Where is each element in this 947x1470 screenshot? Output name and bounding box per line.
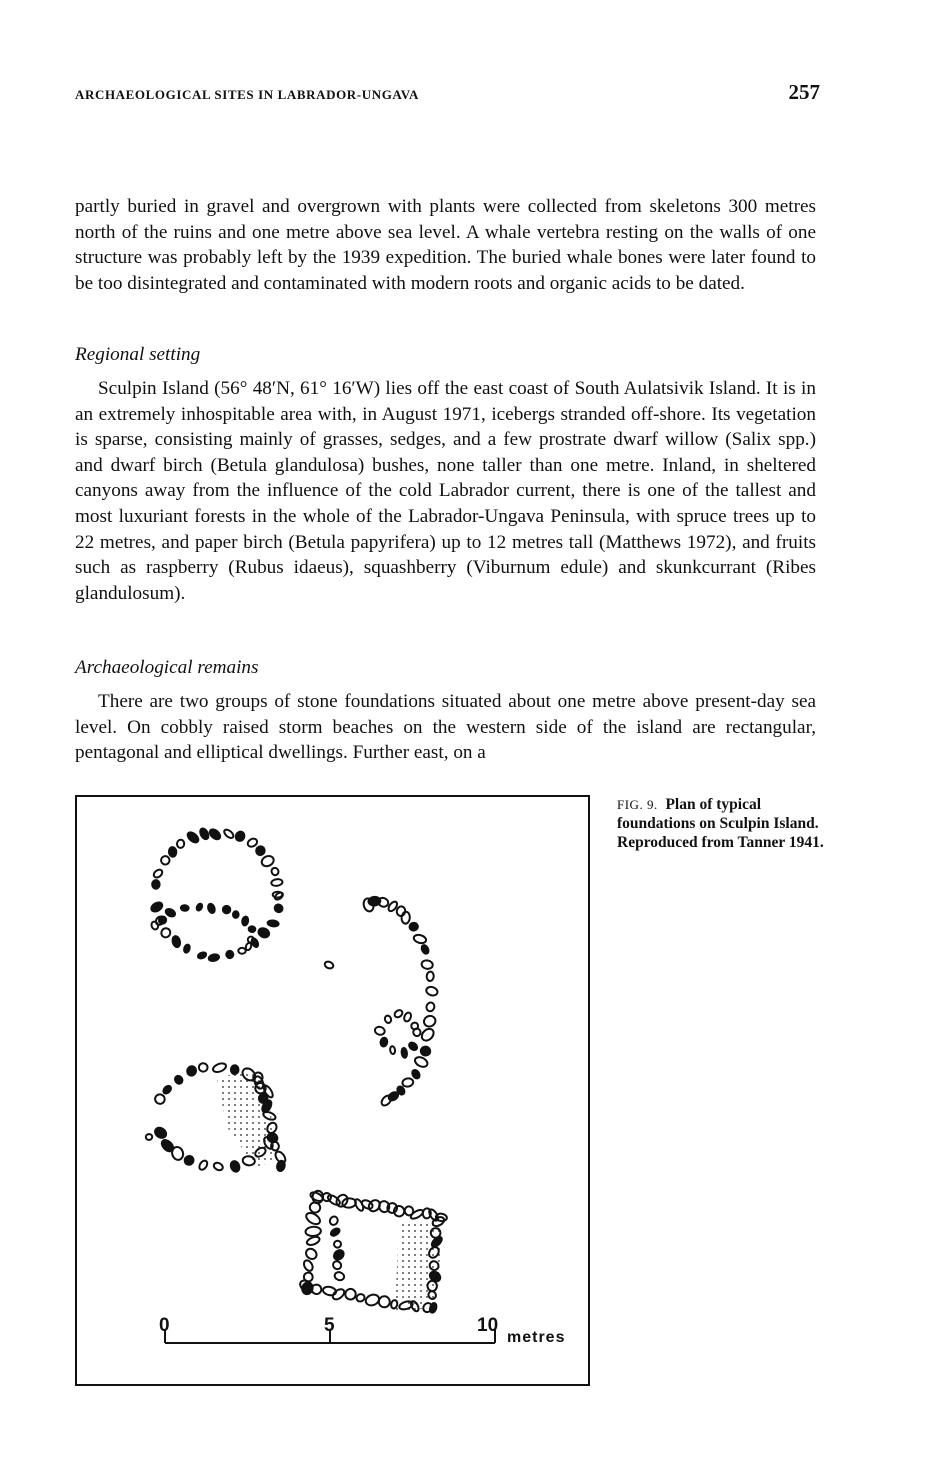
stone-mark [257, 927, 271, 940]
stone-mark [426, 971, 434, 981]
stone-mark [223, 828, 235, 840]
stone-mark [273, 903, 284, 914]
stone-mark [409, 922, 419, 931]
figure-plan-frame [75, 795, 590, 1386]
stone-mark [324, 960, 335, 969]
stone-mark [181, 905, 189, 911]
stone-mark [176, 839, 184, 848]
stone-mark [270, 867, 279, 877]
stone-mark [334, 1271, 346, 1282]
stone-mark [197, 951, 207, 959]
scale-tick-10: 10 [477, 1315, 499, 1336]
stone-mark [403, 1012, 412, 1023]
stone-mark [390, 1299, 398, 1309]
stone-mark [413, 934, 427, 945]
stone-mark [390, 1046, 396, 1054]
stone-mark [425, 986, 438, 997]
stone-mark [421, 960, 433, 970]
stone-mark [213, 1161, 224, 1171]
stone-mark [355, 1293, 365, 1303]
stone-mark [331, 1287, 346, 1301]
stone-mark [229, 1160, 241, 1173]
stone-mark [379, 1296, 391, 1308]
scale-unit: metres [507, 1329, 566, 1346]
page-number: 257 [788, 80, 820, 104]
stone-mark [342, 1198, 356, 1209]
stone-mark [420, 944, 429, 955]
stone-mark [208, 953, 220, 962]
stone-mark [199, 827, 210, 840]
figure-label: FIG. 9. [617, 797, 658, 812]
stone-mark [173, 1074, 184, 1085]
stone-mark [328, 1215, 339, 1226]
stone-mark [145, 1134, 152, 1141]
stone-mark [304, 1211, 322, 1227]
stone-mark [238, 948, 245, 954]
stone-mark [234, 830, 246, 842]
stone-mark [245, 942, 253, 951]
stone-mark [152, 880, 160, 889]
stone-mark [330, 1227, 341, 1237]
stone-mark [246, 837, 258, 848]
paragraph-regional-setting: Sculpin Island (56° 48′N, 61° 16′W) lies off the east coast of South Aulatsivik Island. It is in an extremely inhospitable area with, in August 1971, icebergs stranded off-shore. Its vegetation is sparse, consisting mainly of grasses, sedges, and a few prostrate dwarf willow (Salix spp.) and dwarf birch (Betula glandulosa) bushes, none taller than one metre. Inland, in sheltered canyons away from the influence of the cold Labrador current, there is one of the tallest and most luxuriant forests in the whole of the Labrador-Ungava Peninsula, with spruce trees up to 22 metres, and paper birch (Betula papyrifera) up to 12 metres tall (Matthews 1972), and fruits such as raspberry (Rubus idaeus), squashberry (Viburnum edule) and skunkcurrant (Ribes glandulosum). [75, 378, 816, 604]
stone-mark [233, 911, 239, 918]
stone-mark [380, 1037, 388, 1047]
plan-drawing [77, 797, 588, 1384]
stone-mark [212, 1062, 227, 1074]
stone-mark [276, 1160, 286, 1172]
figure-caption [617, 795, 827, 852]
stone-mark [154, 1093, 167, 1105]
stone-mark [186, 1065, 197, 1077]
paragraph-whale-bones: partly buried in gravel and overgrown with plants were collected from skeletons 300 metres north of the ruins and one metre above sea level. A whale vertebra resting on the walls of one structure was probably left by the 1939 expedition. The buried whale bones were later found to be too disintegrated and contaminated with modern roots and organic acids to be dated. [75, 196, 816, 294]
stone-mark [331, 1260, 342, 1271]
stone-mark [231, 1065, 239, 1074]
stone-mark [305, 1226, 321, 1236]
stone-mark [334, 1193, 349, 1209]
stone-mark [242, 916, 249, 926]
figure-caption-text: Plan of typical foundations on Sculpin Island. Reproduced from Tanner 1941. [617, 796, 824, 851]
heading-archaeological-remains: Archaeological remains [75, 657, 259, 678]
stone-mark [425, 1002, 435, 1013]
stone-mark [207, 903, 216, 914]
stone-mark [225, 950, 234, 959]
heading-regional-setting: Regional setting [75, 344, 201, 365]
stone-mark [401, 1048, 408, 1058]
stone-mark [332, 1248, 345, 1261]
stone-mark [183, 1154, 195, 1166]
stone-mark [267, 920, 279, 927]
stone-mark [160, 855, 171, 866]
stone-mark [333, 1240, 342, 1249]
stone-mark [408, 1041, 419, 1052]
stone-mark [302, 1259, 314, 1272]
stone-mark [198, 1159, 209, 1171]
stone-mark [165, 907, 177, 917]
stone-mark [420, 1046, 431, 1056]
stone-mark [153, 1126, 168, 1140]
stone-mark [322, 1286, 337, 1297]
stone-mark [222, 905, 231, 914]
stone-mark [160, 927, 172, 939]
scale-bar [159, 1315, 565, 1346]
stone-mark [413, 1055, 429, 1069]
stone-mark [380, 1094, 393, 1108]
stone-mark [248, 926, 255, 932]
stone-mark [411, 1069, 421, 1080]
stone-mark [152, 868, 163, 879]
stone-mark [186, 830, 200, 844]
stone-mark [422, 1014, 437, 1028]
stone-mark [208, 827, 222, 841]
paragraph-archaeological-remains: There are two groups of stone foundations situated about one metre above present-day sea level. On cobbly raised storm beaches on the western side of the island are rectangular, pentagonal and elliptical dwellings. Further east, on a [75, 691, 816, 764]
stone-mark [171, 935, 181, 948]
stone-mark [150, 921, 159, 931]
stone-mark [393, 1009, 404, 1019]
stone-mark [344, 1287, 357, 1300]
stone-mark [150, 901, 164, 914]
scale-tick-0: 0 [159, 1315, 170, 1336]
stone-mark [260, 854, 275, 868]
scale-tick-5: 5 [324, 1315, 335, 1336]
stone-mark [271, 878, 283, 886]
stone-foundation-rings [145, 827, 447, 1314]
stone-mark [374, 1026, 385, 1036]
stone-mark [162, 1084, 172, 1094]
stone-mark [306, 1235, 321, 1246]
stone-mark [196, 903, 204, 912]
stone-mark [199, 1063, 208, 1072]
running-title: ARCHAEOLOGICAL SITES IN LABRADOR-UNGAVA [75, 87, 420, 102]
stone-mark [384, 1015, 392, 1024]
stone-mark [168, 847, 176, 857]
stone-mark [393, 1205, 405, 1218]
stone-mark [304, 1247, 319, 1261]
stone-mark [431, 1215, 445, 1228]
stone-mark [255, 845, 266, 856]
stone-mark [402, 1078, 414, 1088]
stone-mark [419, 1026, 435, 1042]
stone-mark [183, 944, 190, 953]
running-head [75, 80, 820, 107]
